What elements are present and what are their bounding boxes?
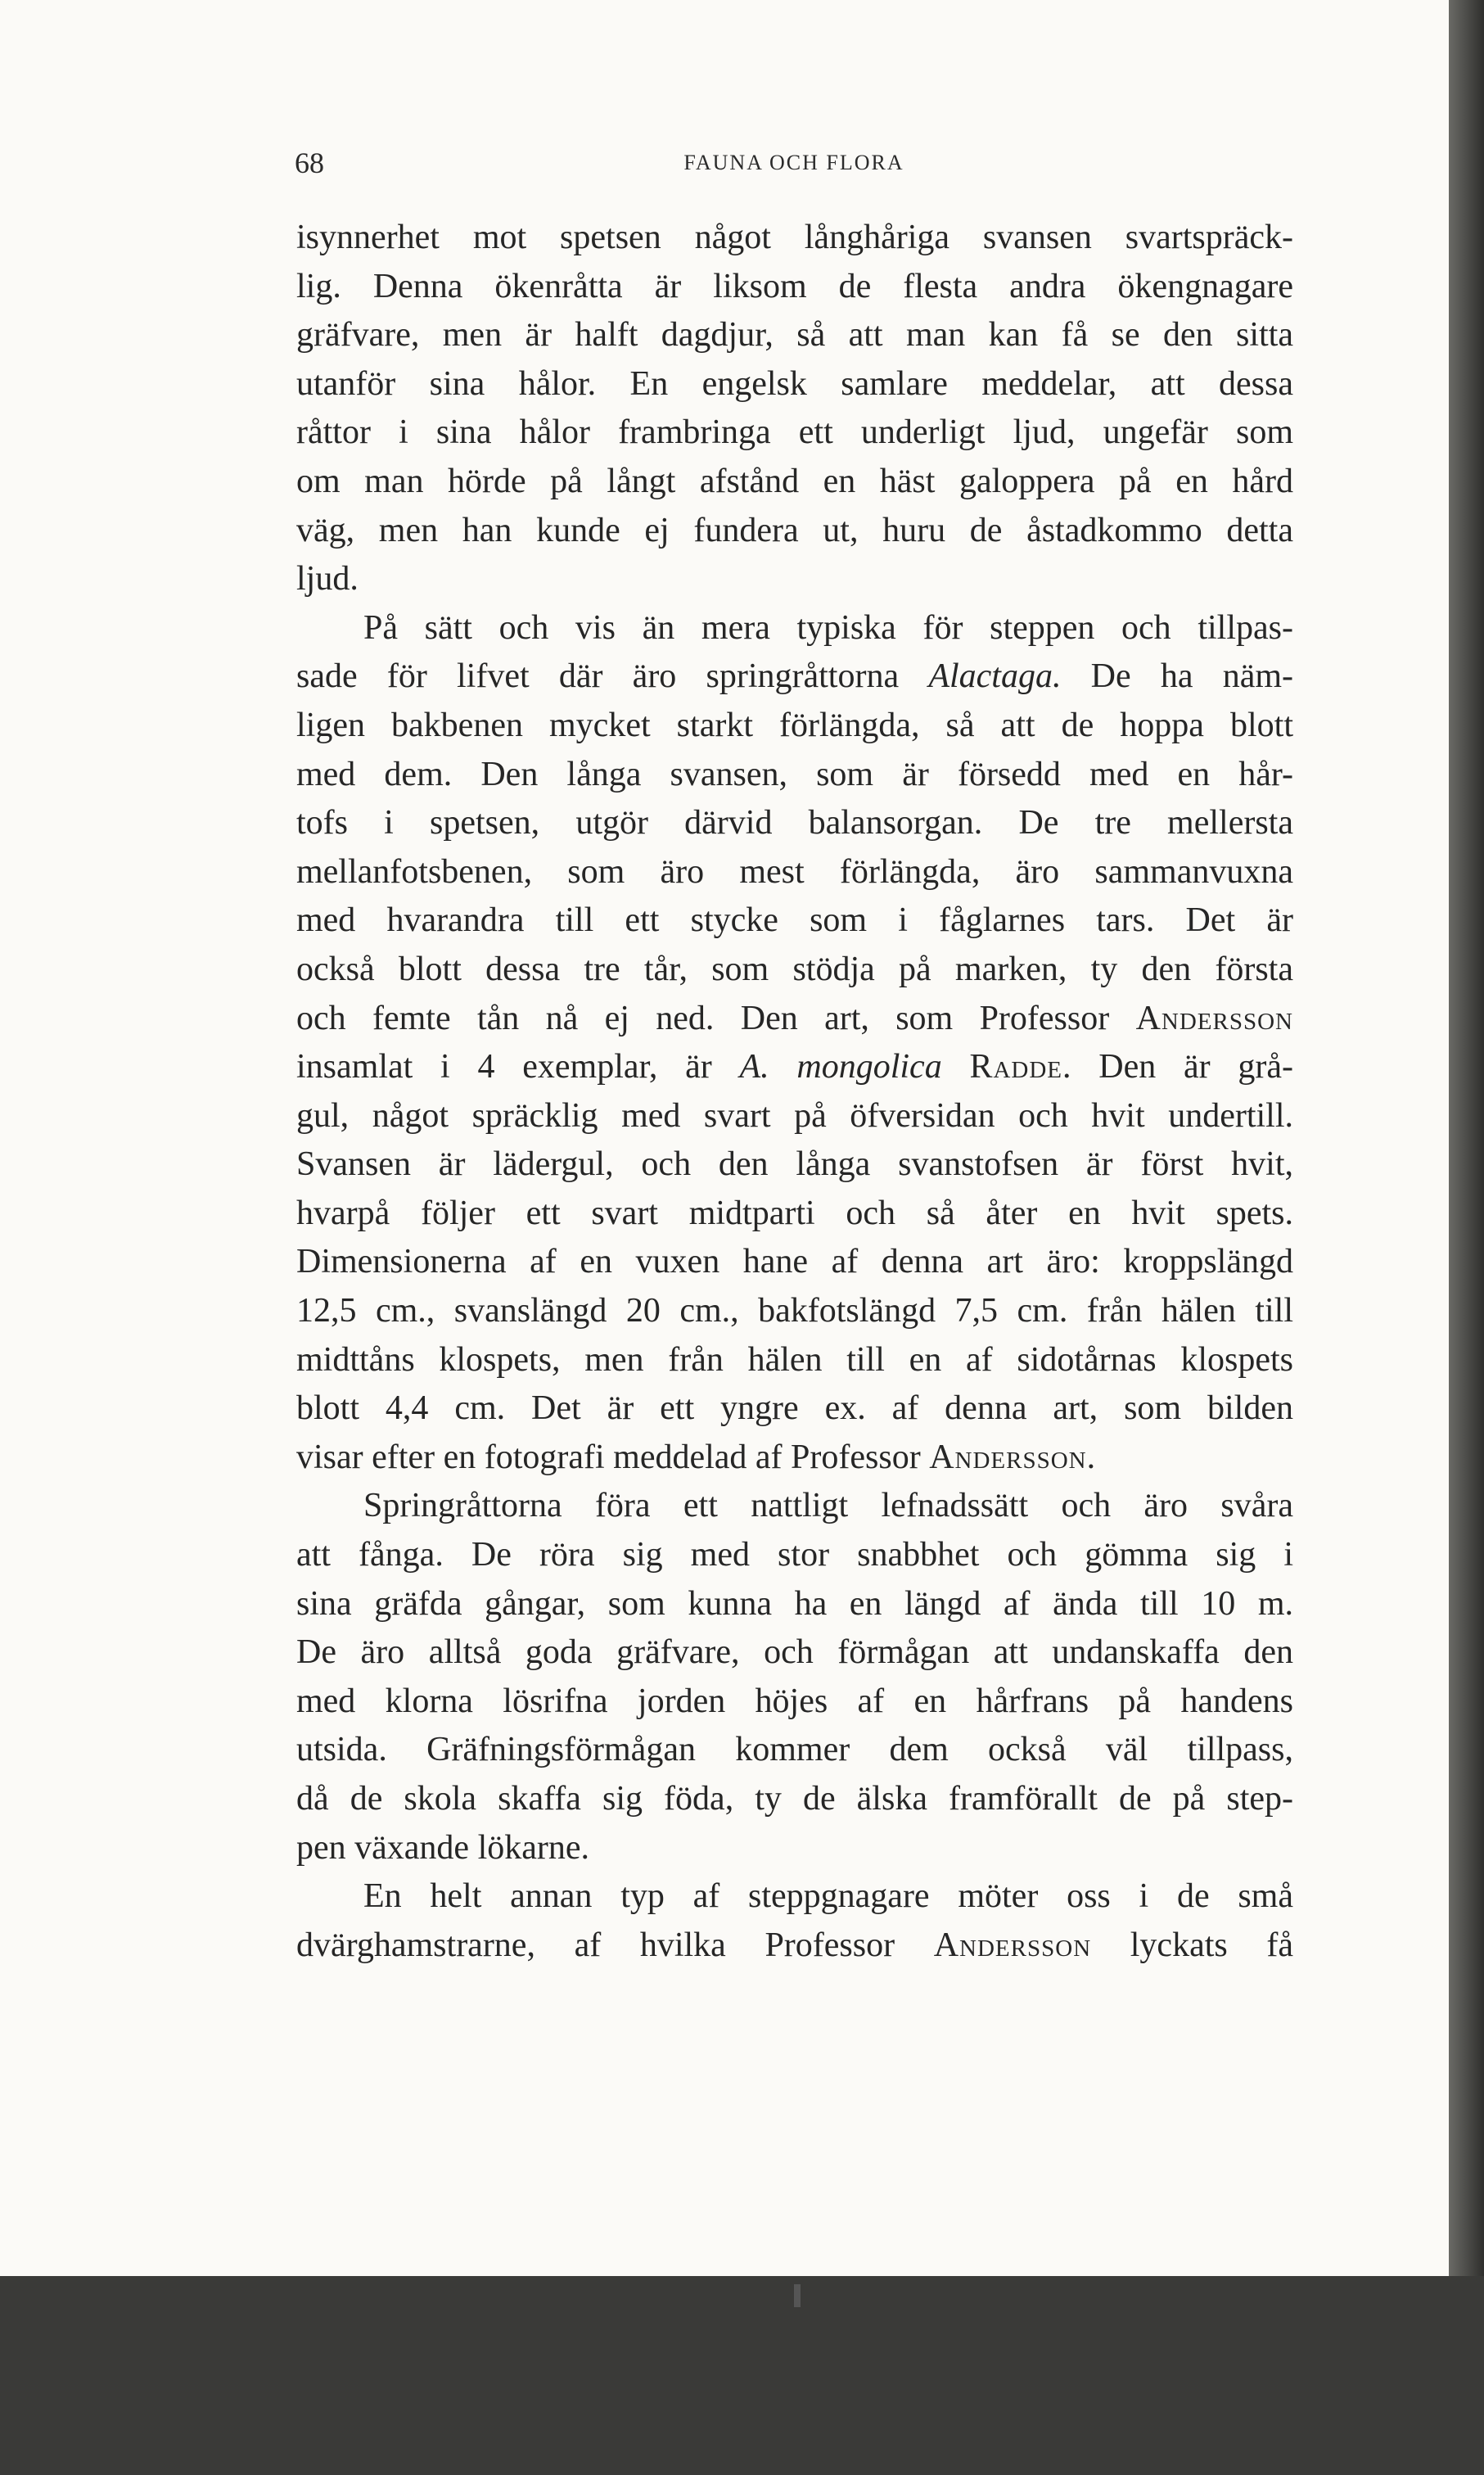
text-line: gräfvare, men är halft dagdjur, så att man kan få se den sitta — [296, 316, 1293, 355]
author-name: Radde — [969, 1048, 1063, 1086]
text-line: lig. Denna ökenråtta är liksom de flesta andra ökengnagare — [296, 267, 1293, 305]
text-line: med dem. Den långa svansen, som är försedd med en hår- — [296, 755, 1293, 793]
text-line: De äro alltså goda gräfvare, och förmågan att undanskaffa den — [296, 1633, 1293, 1672]
running-head — [295, 146, 1293, 187]
scan-edge — [1449, 0, 1484, 2276]
italic-term: A. mongolica — [739, 1048, 942, 1086]
text-line: råttor i sina hålor frambringa ett underligt ljud, ungefär som — [296, 413, 1293, 452]
author-name: Andersson — [1135, 999, 1293, 1037]
text-line: utanför sina hålor. En engelsk samlare meddelar, att dessa — [296, 364, 1293, 403]
text-line: med klorna lösrifna jorden höjes af en hårfrans på handens — [296, 1682, 1293, 1720]
text-line: blott 4,4 cm. Det är ett yngre ex. af denna art, som bilden — [296, 1389, 1293, 1428]
text-line: midttåns klospets, men från hälen till en af sidotårnas klospets — [296, 1340, 1293, 1379]
text-line: Dimensionerna af en vuxen hane af denna art äro: kroppslängd — [296, 1243, 1293, 1281]
text-segment: insamlat i 4 exemplar, är — [296, 1048, 740, 1086]
text-line — [296, 1434, 1293, 1483]
author-name: Andersson — [933, 1926, 1092, 1964]
author-name: Andersson — [929, 1438, 1087, 1476]
text-line — [296, 1043, 1293, 1092]
text-line: också blott dessa tre tår, som stödja på marken, ty den första — [296, 950, 1293, 988]
text-line: mellanfotsbenen, som äro mest förlängda, äro sammanvuxna — [296, 852, 1293, 891]
text-line: att fånga. De röra sig med stor snabbhet och gömma sig i — [296, 1536, 1293, 1574]
text-segment: och femte tån nå ej ned. Den art, som Professor — [296, 999, 1136, 1037]
text-segment — [942, 1048, 970, 1086]
page-number: 68 — [295, 147, 324, 179]
text-line: tofs i spetsen, utgör därvid balansorgan. De tre mellersta — [296, 804, 1293, 842]
running-head-title: FAUNA OCH FLORA — [683, 151, 904, 174]
text-line: På sätt och vis än mera typiska för steppen och tillpas- — [363, 608, 1293, 647]
text-segment: . — [1086, 1438, 1096, 1476]
text-line: En helt annan typ af steppgnagare möter oss i de små — [363, 1877, 1293, 1916]
text-line: väg, men han kunde ej fundera ut, huru de åstadkommo detta — [296, 511, 1293, 549]
text-segment: visar efter en fotografi meddelad af Professor — [296, 1438, 930, 1476]
text-segment: dvärghamstrarne, af hvilka Professor — [296, 1926, 934, 1964]
scan-mark — [794, 2284, 801, 2307]
text-line: utsida. Gräfningsförmågan kommer dem också väl tillpass, — [296, 1731, 1293, 1769]
text-line: 12,5 cm., svanslängd 20 cm., bakfotslängd 7,5 cm. från hälen till — [296, 1292, 1293, 1330]
text-line: ligen bakbenen mycket starkt förlängda, så att de hoppa blott — [296, 706, 1293, 744]
text-line: då de skola skaffa sig föda, ty de älska framförallt de på step- — [296, 1780, 1293, 1818]
text-segment: lyckats få — [1091, 1926, 1293, 1964]
text-line — [296, 1922, 1293, 1971]
text-line: gul, något spräcklig med svart på öfversidan och hvit undertill. — [296, 1096, 1293, 1135]
italic-term: Alactaga. — [928, 657, 1062, 696]
text-line: sina gräfda gångar, som kunna ha en längd af ända till 10 m. — [296, 1584, 1293, 1623]
text-line — [296, 995, 1293, 1044]
text-segment: De ha näm- — [1061, 657, 1293, 696]
text-line — [296, 653, 1293, 702]
body-text — [296, 214, 1293, 1970]
text-segment: sade för lifvet där äro springråttorna — [296, 657, 929, 696]
text-line: Svansen är lädergul, och den långa svanstofsen är först hvit, — [296, 1145, 1293, 1184]
text-line: pen växande lökarne. — [296, 1828, 590, 1867]
text-line: om man hörde på långt afstånd en häst galoppera på en hård — [296, 462, 1293, 500]
text-line: ljud. — [296, 560, 359, 598]
text-line: hvarpå följer ett svart midtparti och så åter en hvit spets. — [296, 1194, 1293, 1232]
text-line: isynnerhet mot spetsen något långhåriga svansen svartspräck- — [296, 219, 1293, 256]
text-segment: . Den är grå- — [1062, 1048, 1294, 1086]
text-line: Springråttorna föra ett nattligt lefnadssätt och äro svåra — [363, 1487, 1293, 1525]
text-line: med hvarandra till ett stycke som i fåglarnes tars. Det är — [296, 901, 1293, 940]
